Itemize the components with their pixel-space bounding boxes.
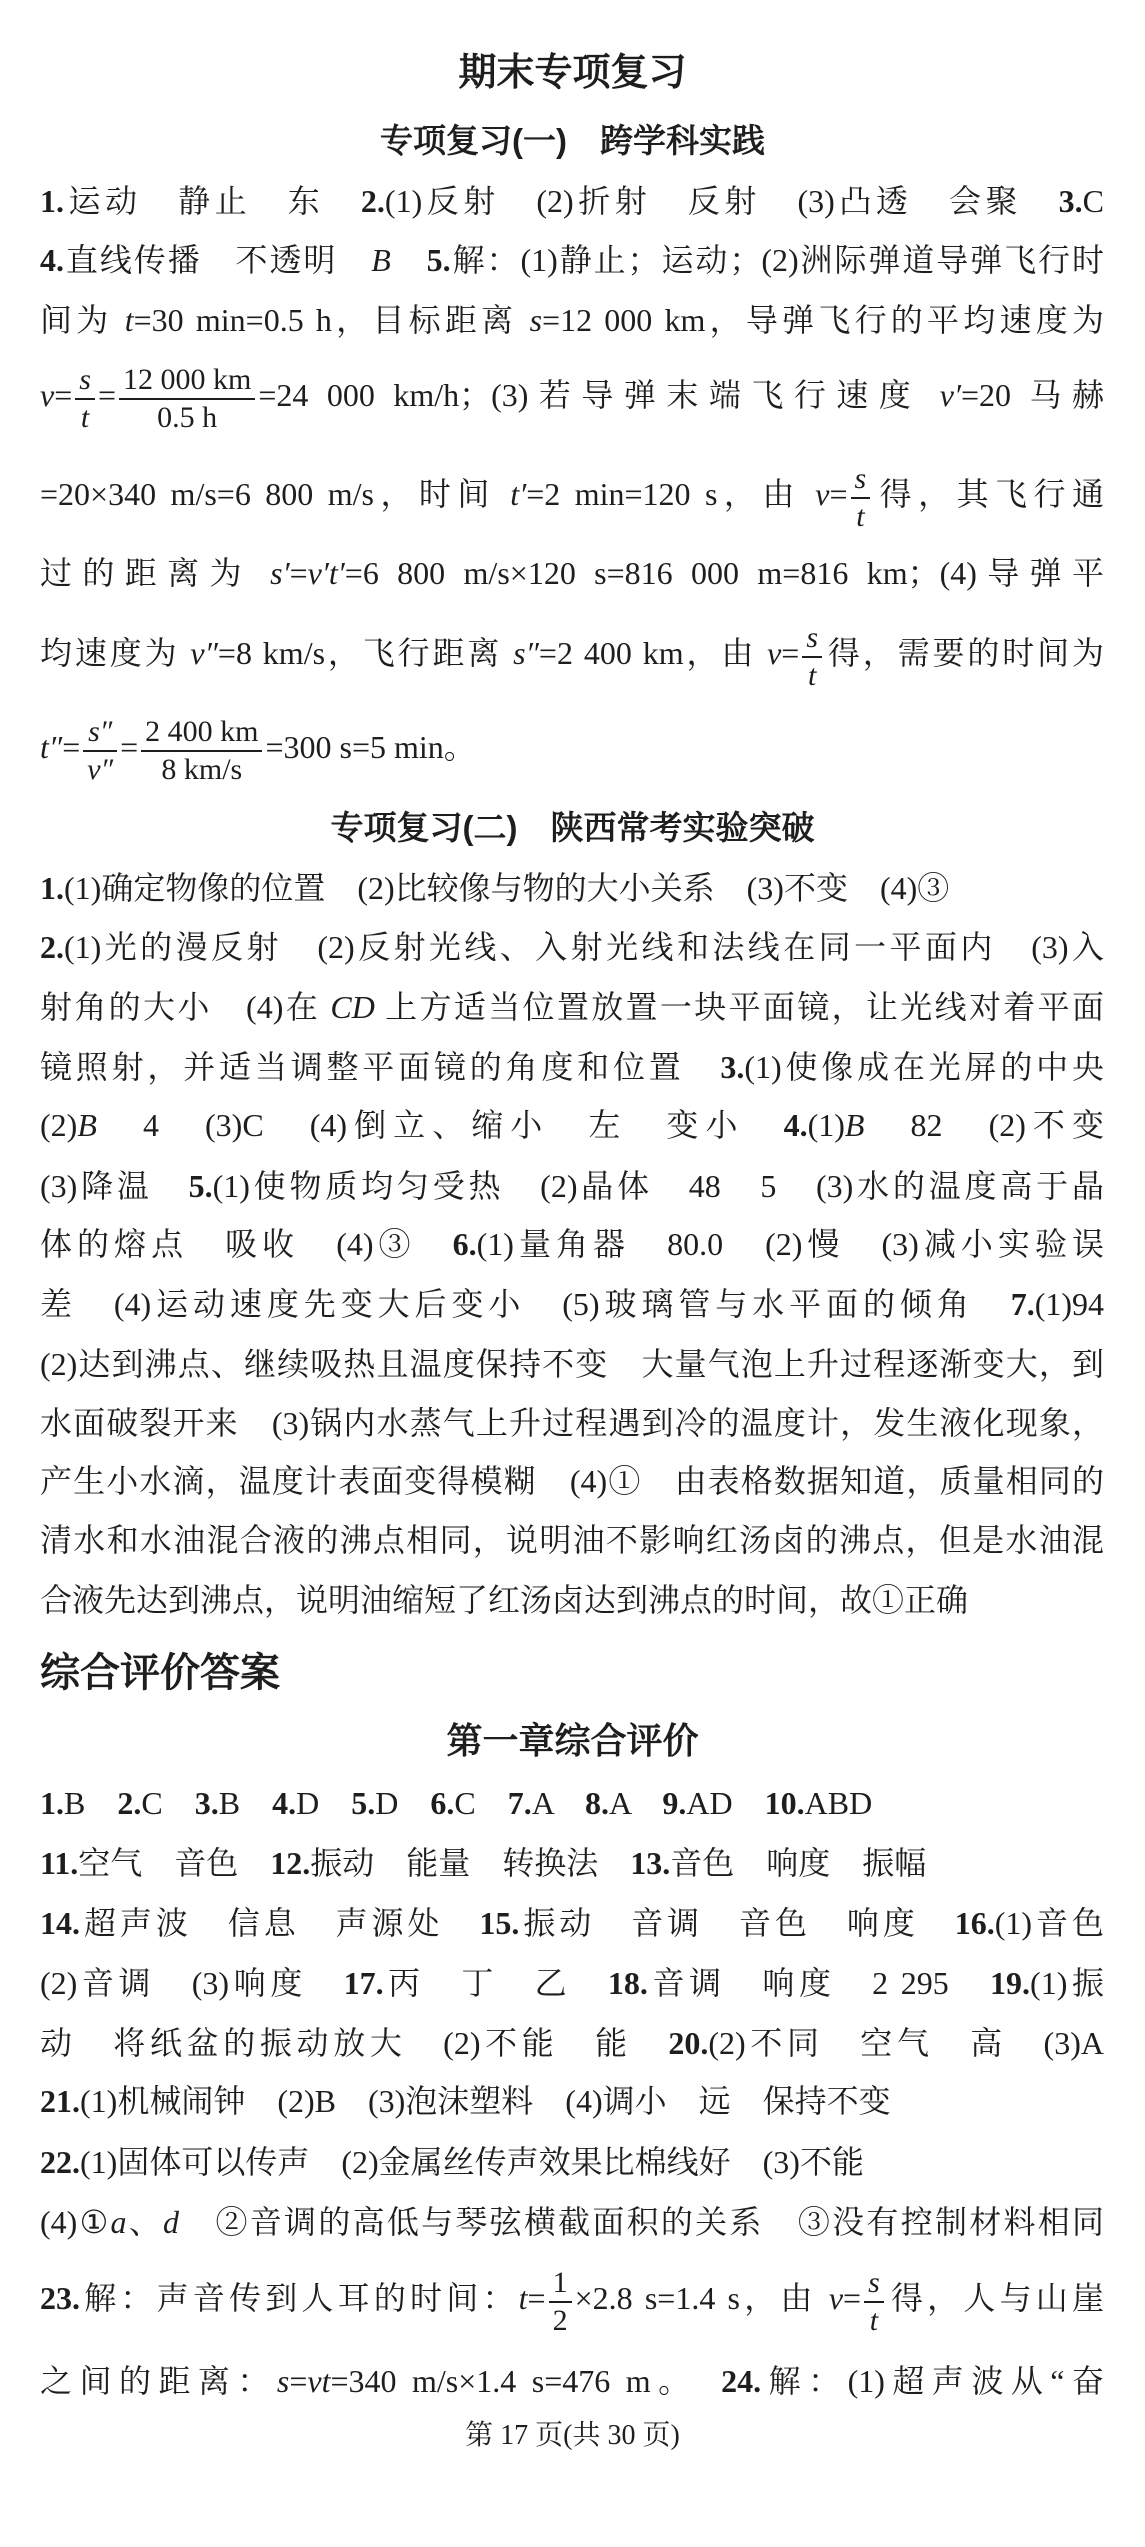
answer-line bbox=[40, 1510, 1104, 1570]
variable: s bbox=[529, 302, 543, 338]
answer-text: =24 000 km/h；(3)若导弹末端飞行速度 bbox=[258, 377, 940, 413]
question-number: 24. bbox=[721, 2363, 762, 2399]
answer-text: (1) bbox=[807, 1107, 845, 1143]
answer-text: 丙 丁 乙 bbox=[383, 1965, 608, 2001]
answer-text: ×2.8 s=1.4 s，由 bbox=[574, 2280, 829, 2316]
fraction-denominator: t bbox=[869, 2303, 879, 2337]
answer-text: 之间的距离： bbox=[40, 2363, 277, 2399]
answer-text: 动 将纸盆的振动放大 (2)不能 能 bbox=[40, 2025, 669, 2061]
question-number: 2. bbox=[360, 183, 385, 219]
answer-text: (1)音色 bbox=[994, 1905, 1104, 1941]
fraction bbox=[141, 714, 262, 788]
question-number: 1. bbox=[40, 1785, 64, 1821]
answer-text: =30 min=0.5 h，目标距离 bbox=[133, 302, 530, 338]
fraction-numerator: s″ bbox=[83, 714, 117, 752]
answer-line bbox=[40, 1833, 1104, 1893]
answer-text: = bbox=[527, 2280, 546, 2316]
fraction-numerator: s bbox=[851, 461, 871, 499]
variable: t bbox=[124, 302, 134, 338]
fraction-denominator: t bbox=[80, 400, 90, 434]
answer-text: 均速度为 bbox=[40, 635, 191, 671]
fraction bbox=[802, 620, 822, 694]
answer-text: C bbox=[141, 1785, 195, 1821]
fraction bbox=[851, 461, 871, 535]
question-number: 6. bbox=[452, 1226, 477, 1262]
question-number: 20. bbox=[668, 2025, 709, 2061]
answer-text: = bbox=[289, 2363, 308, 2399]
variable: t bbox=[518, 2280, 528, 2316]
answer-text: B bbox=[64, 1785, 118, 1821]
answer-line bbox=[40, 1893, 1104, 1953]
variable: B bbox=[371, 242, 391, 278]
answer-text: 上方适当位置放置一块平面镜，让光线对着平面 bbox=[374, 989, 1104, 1025]
fraction-denominator: 2 bbox=[552, 2303, 568, 2337]
question-number: 5. bbox=[351, 1785, 376, 1821]
answer-text: (2)达到沸点、继续吸热且温度保持不变 大量气泡上升过程逐渐变大，到 bbox=[40, 1346, 1104, 1382]
answer-text: = bbox=[829, 476, 848, 512]
variable: CD bbox=[330, 989, 375, 1025]
question-number: 17. bbox=[343, 1965, 384, 2001]
question-number: 13. bbox=[630, 1845, 671, 1881]
fraction-numerator: 1 bbox=[549, 2265, 572, 2303]
answer-text: 合液先达到沸点，说明油缩短了红汤卤达到沸点的时间，故①正确 bbox=[40, 1582, 969, 1618]
answer-text: 直线传播 不透明 bbox=[64, 242, 372, 278]
answer-line bbox=[40, 543, 1104, 603]
answer-line bbox=[40, 603, 1104, 703]
answer-text: (1)使像成在光屏的中央 bbox=[744, 1049, 1104, 1085]
answer-text: 解：(1)超声波从“奋 bbox=[761, 2363, 1104, 2399]
answer-text: (2)不同 空气 高 (3)A bbox=[708, 2025, 1104, 2061]
answer-text: D bbox=[296, 1785, 352, 1821]
answer-line bbox=[40, 1393, 1104, 1453]
evaluation-answers-heading: 综合评价答案 bbox=[40, 1651, 280, 1695]
answer-text: 间为 bbox=[40, 302, 125, 338]
answer-text: 振动 音调 音色 响度 bbox=[519, 1905, 955, 1941]
question-number: 5. bbox=[188, 1168, 213, 1204]
answer-line bbox=[40, 1953, 1104, 2013]
answer-text: 运动 静止 东 bbox=[64, 183, 361, 219]
answer-line bbox=[40, 1274, 1104, 1334]
answer-line bbox=[40, 2071, 1104, 2131]
fraction-numerator: 2 400 km bbox=[141, 714, 262, 752]
answer-text: 82 (2)不变 bbox=[864, 1107, 1104, 1143]
answer-text: C bbox=[454, 1785, 508, 1821]
answer-text: = bbox=[54, 377, 73, 413]
answer-text: 音色 响度 振幅 bbox=[670, 1845, 927, 1881]
fraction-denominator: v″ bbox=[87, 752, 114, 786]
answer-text: 音调 响度 2 295 bbox=[647, 1965, 991, 2001]
fraction-denominator: t bbox=[856, 499, 865, 533]
fraction bbox=[83, 714, 117, 788]
answer-line bbox=[40, 2013, 1104, 2073]
question-number: 14. bbox=[40, 1905, 80, 1941]
fraction-numerator: s bbox=[864, 2265, 884, 2303]
answer-text: 清水和水油混合液的沸点相同，说明油不影响红汤卤的沸点，但是水油混 bbox=[40, 1522, 1104, 1558]
answer-text: (1)反射 (2)折射 反射 (3)凸透 会聚 bbox=[384, 183, 1059, 219]
answer-line bbox=[40, 1156, 1104, 1216]
fraction bbox=[119, 362, 255, 436]
answer-text: B bbox=[218, 1785, 273, 1821]
question-number: 9. bbox=[662, 1785, 687, 1821]
variable: s′ bbox=[270, 555, 290, 591]
answer-line bbox=[40, 977, 1104, 1037]
variable: t′ bbox=[510, 476, 527, 512]
answer-text: 得，人与山崖 bbox=[886, 2280, 1104, 2316]
answer-line bbox=[40, 1095, 1104, 1155]
question-number: 22. bbox=[40, 2144, 80, 2180]
answer-text: =2 400 km，由 bbox=[538, 635, 768, 671]
answer-text: ②音调的高低与琴弦横截面积的关系 ③没有控制材料相同 bbox=[179, 2204, 1104, 2240]
fraction-numerator: s bbox=[75, 362, 95, 400]
answer-text: =300 s=5 min。 bbox=[265, 729, 476, 765]
answer-text: 振动 能量 转换法 bbox=[310, 1845, 631, 1881]
answer-text: 得，其飞行通 bbox=[873, 476, 1104, 512]
answer-text: (1)光的漫反射 (2)反射光线、入射光线和法线在同一平面内 (3)入 bbox=[64, 929, 1104, 965]
answer-text: AD bbox=[686, 1785, 765, 1821]
variable: a bbox=[110, 2204, 127, 2240]
question-number: 6. bbox=[430, 1785, 455, 1821]
variable: v′ bbox=[939, 377, 961, 413]
question-number: 18. bbox=[607, 1965, 648, 2001]
question-number: 19. bbox=[990, 1965, 1031, 2001]
question-number: 8. bbox=[585, 1785, 610, 1821]
answer-text: =6 800 m/s×120 s=816 000 m=816 km；(4)导弹平 bbox=[344, 555, 1104, 591]
answer-line bbox=[40, 2132, 1104, 2192]
page-title: 期末专项复习 bbox=[458, 52, 687, 94]
question-number: 3. bbox=[194, 1785, 219, 1821]
fraction-denominator: t bbox=[808, 658, 817, 692]
answer-text: 空气 音色 bbox=[78, 1845, 271, 1881]
answer-text: = bbox=[781, 635, 800, 671]
variable: s bbox=[276, 2363, 290, 2399]
answer-text: 得，需要的时间为 bbox=[825, 635, 1104, 671]
answer-text: 过的距离为 bbox=[40, 555, 271, 591]
answer-line bbox=[40, 1773, 1104, 1833]
fraction-numerator: s bbox=[802, 620, 822, 658]
answer-text: (1)量角器 80.0 (2)慢 (3)减小实验误 bbox=[476, 1226, 1104, 1262]
question-number: 4. bbox=[272, 1785, 297, 1821]
answer-text: (1)确定物像的位置 (2)比较像与物的大小关系 (3)不变 (4)③ bbox=[64, 870, 950, 906]
answer-line bbox=[40, 2192, 1104, 2252]
question-number: 7. bbox=[1010, 1286, 1035, 1322]
variable: s″ bbox=[513, 635, 539, 671]
answer-text: 解：声音传到人耳的时间： bbox=[80, 2280, 519, 2316]
variable: B bbox=[77, 1107, 97, 1143]
question-number: 10. bbox=[764, 1785, 805, 1821]
answer-text: (1)振 bbox=[1030, 1965, 1104, 2001]
answer-line bbox=[40, 858, 1104, 918]
answer-text: 、 bbox=[126, 2204, 164, 2240]
answer-text: (2)音调 (3)响度 bbox=[40, 1965, 344, 2001]
answer-text: A bbox=[531, 1785, 586, 1821]
section-heading-experiments: 专项复习(二) 陕西常考实验突破 bbox=[330, 809, 815, 846]
variable: d bbox=[163, 2204, 180, 2240]
question-number: 12. bbox=[270, 1845, 311, 1881]
question-number: 11. bbox=[40, 1845, 79, 1881]
question-number: 2. bbox=[117, 1785, 142, 1821]
question-number: 2. bbox=[40, 929, 64, 965]
answer-line bbox=[40, 2248, 1104, 2348]
question-number: 4. bbox=[40, 242, 64, 278]
answer-text: = bbox=[97, 377, 116, 413]
answer-text: (4)① bbox=[40, 2204, 111, 2240]
question-number: 3. bbox=[1058, 183, 1083, 219]
question-number: 4. bbox=[783, 1107, 808, 1143]
variable: t″ bbox=[40, 729, 63, 765]
answer-line bbox=[40, 345, 1104, 445]
answer-text: =2 min=120 s，由 bbox=[526, 476, 816, 512]
answer-text: (1)使物质均匀受热 (2)晶体 48 5 (3)水的温度高于晶 bbox=[212, 1168, 1104, 1204]
answer-text: 解：(1)静止；运动；(2)洲际弹道导弹飞行时 bbox=[450, 242, 1104, 278]
answer-text: =12 000 km，导弹飞行的平均速度为 bbox=[542, 302, 1104, 338]
answer-text: (1)94 bbox=[1034, 1286, 1104, 1322]
answer-text: 4 (3)C (4)倒立、缩小 左 变小 bbox=[96, 1107, 784, 1143]
answer-line bbox=[40, 1334, 1104, 1394]
answer-text: 水面破裂开来 (3)锅内水蒸气上升过程遇到冷的温度计，发生液化现象， bbox=[40, 1405, 1104, 1441]
question-number: 16. bbox=[954, 1905, 995, 1941]
variable: B bbox=[844, 1107, 865, 1143]
variable: v bbox=[767, 635, 782, 671]
answer-text: (2) bbox=[40, 1107, 78, 1143]
chapter-1-evaluation-heading: 第一章综合评价 bbox=[446, 1721, 699, 1761]
answer-text bbox=[391, 242, 427, 278]
question-number: 1. bbox=[40, 870, 64, 906]
variable: v′t′ bbox=[307, 555, 345, 591]
fraction bbox=[75, 362, 95, 436]
answer-text: (1)机械闹钟 (2)B (3)泡沫塑料 (4)调小 远 保持不变 bbox=[80, 2083, 891, 2119]
question-number: 3. bbox=[720, 1049, 745, 1085]
question-number: 15. bbox=[479, 1905, 520, 1941]
fraction-denominator: 0.5 h bbox=[157, 400, 218, 434]
answer-text: A bbox=[609, 1785, 663, 1821]
answer-text: 超声波 信息 声源处 bbox=[80, 1905, 480, 1941]
fraction-numerator: 12 000 km bbox=[119, 362, 255, 400]
fraction bbox=[864, 2265, 884, 2339]
answer-text: = bbox=[62, 729, 81, 765]
page-footer: 第 17 页(共 30 页) bbox=[465, 2420, 680, 2451]
answer-text: 射角的大小 (4)在 bbox=[40, 989, 331, 1025]
answer-text: D bbox=[375, 1785, 431, 1821]
answer-text: (1)固体可以传声 (2)金属丝传声效果比棉线好 (3)不能 bbox=[80, 2144, 864, 2180]
answer-text: C bbox=[1082, 183, 1104, 219]
answer-text: =20 马赫 bbox=[960, 377, 1104, 413]
answer-text: = bbox=[843, 2280, 862, 2316]
variable: v bbox=[815, 476, 830, 512]
answer-line bbox=[40, 697, 1104, 797]
variable: v″ bbox=[190, 635, 218, 671]
fraction-denominator: 8 km/s bbox=[161, 752, 243, 786]
answer-text: ABD bbox=[804, 1785, 873, 1821]
section-heading-interdisciplinary-practice: 专项复习(一) 跨学科实践 bbox=[380, 122, 765, 159]
answer-line bbox=[40, 230, 1104, 290]
fraction bbox=[549, 2265, 572, 2339]
answer-text: (3)降温 bbox=[40, 1168, 189, 1204]
answer-line bbox=[40, 290, 1104, 350]
answer-line bbox=[40, 917, 1104, 977]
question-number: 7. bbox=[507, 1785, 532, 1821]
answer-text: = bbox=[120, 729, 139, 765]
answer-line bbox=[40, 1037, 1104, 1097]
answer-line bbox=[40, 1214, 1104, 1274]
question-number: 5. bbox=[426, 242, 451, 278]
variable: v bbox=[40, 377, 55, 413]
answer-line bbox=[40, 1570, 1104, 1630]
answer-line bbox=[40, 171, 1104, 231]
question-number: 23. bbox=[40, 2280, 80, 2316]
answer-text: =340 m/s×1.4 s=476 m。 bbox=[330, 2363, 722, 2399]
answer-text: 产生小水滴，温度计表面变得模糊 (4)① 由表格数据知道，质量相同的 bbox=[40, 1463, 1104, 1499]
answer-line bbox=[40, 1451, 1104, 1511]
variable: v bbox=[828, 2280, 844, 2316]
answer-text: = bbox=[289, 555, 308, 591]
question-number: 21. bbox=[40, 2083, 80, 2119]
answer-text: =20×340 m/s=6 800 m/s，时间 bbox=[40, 476, 511, 512]
variable: vt bbox=[307, 2363, 331, 2399]
answer-line bbox=[40, 444, 1104, 544]
question-number: 1. bbox=[40, 183, 64, 219]
answer-text: 镜照射，并适当调整平面镜的角度和位置 bbox=[40, 1049, 721, 1085]
answer-line bbox=[40, 2351, 1104, 2411]
answer-text: =8 km/s，飞行距离 bbox=[217, 635, 514, 671]
answer-text: 体的熔点 吸收 (4)③ bbox=[40, 1226, 453, 1262]
answer-text: 差 (4)运动速度先变大后变小 (5)玻璃管与水平面的倾角 bbox=[40, 1286, 1011, 1322]
